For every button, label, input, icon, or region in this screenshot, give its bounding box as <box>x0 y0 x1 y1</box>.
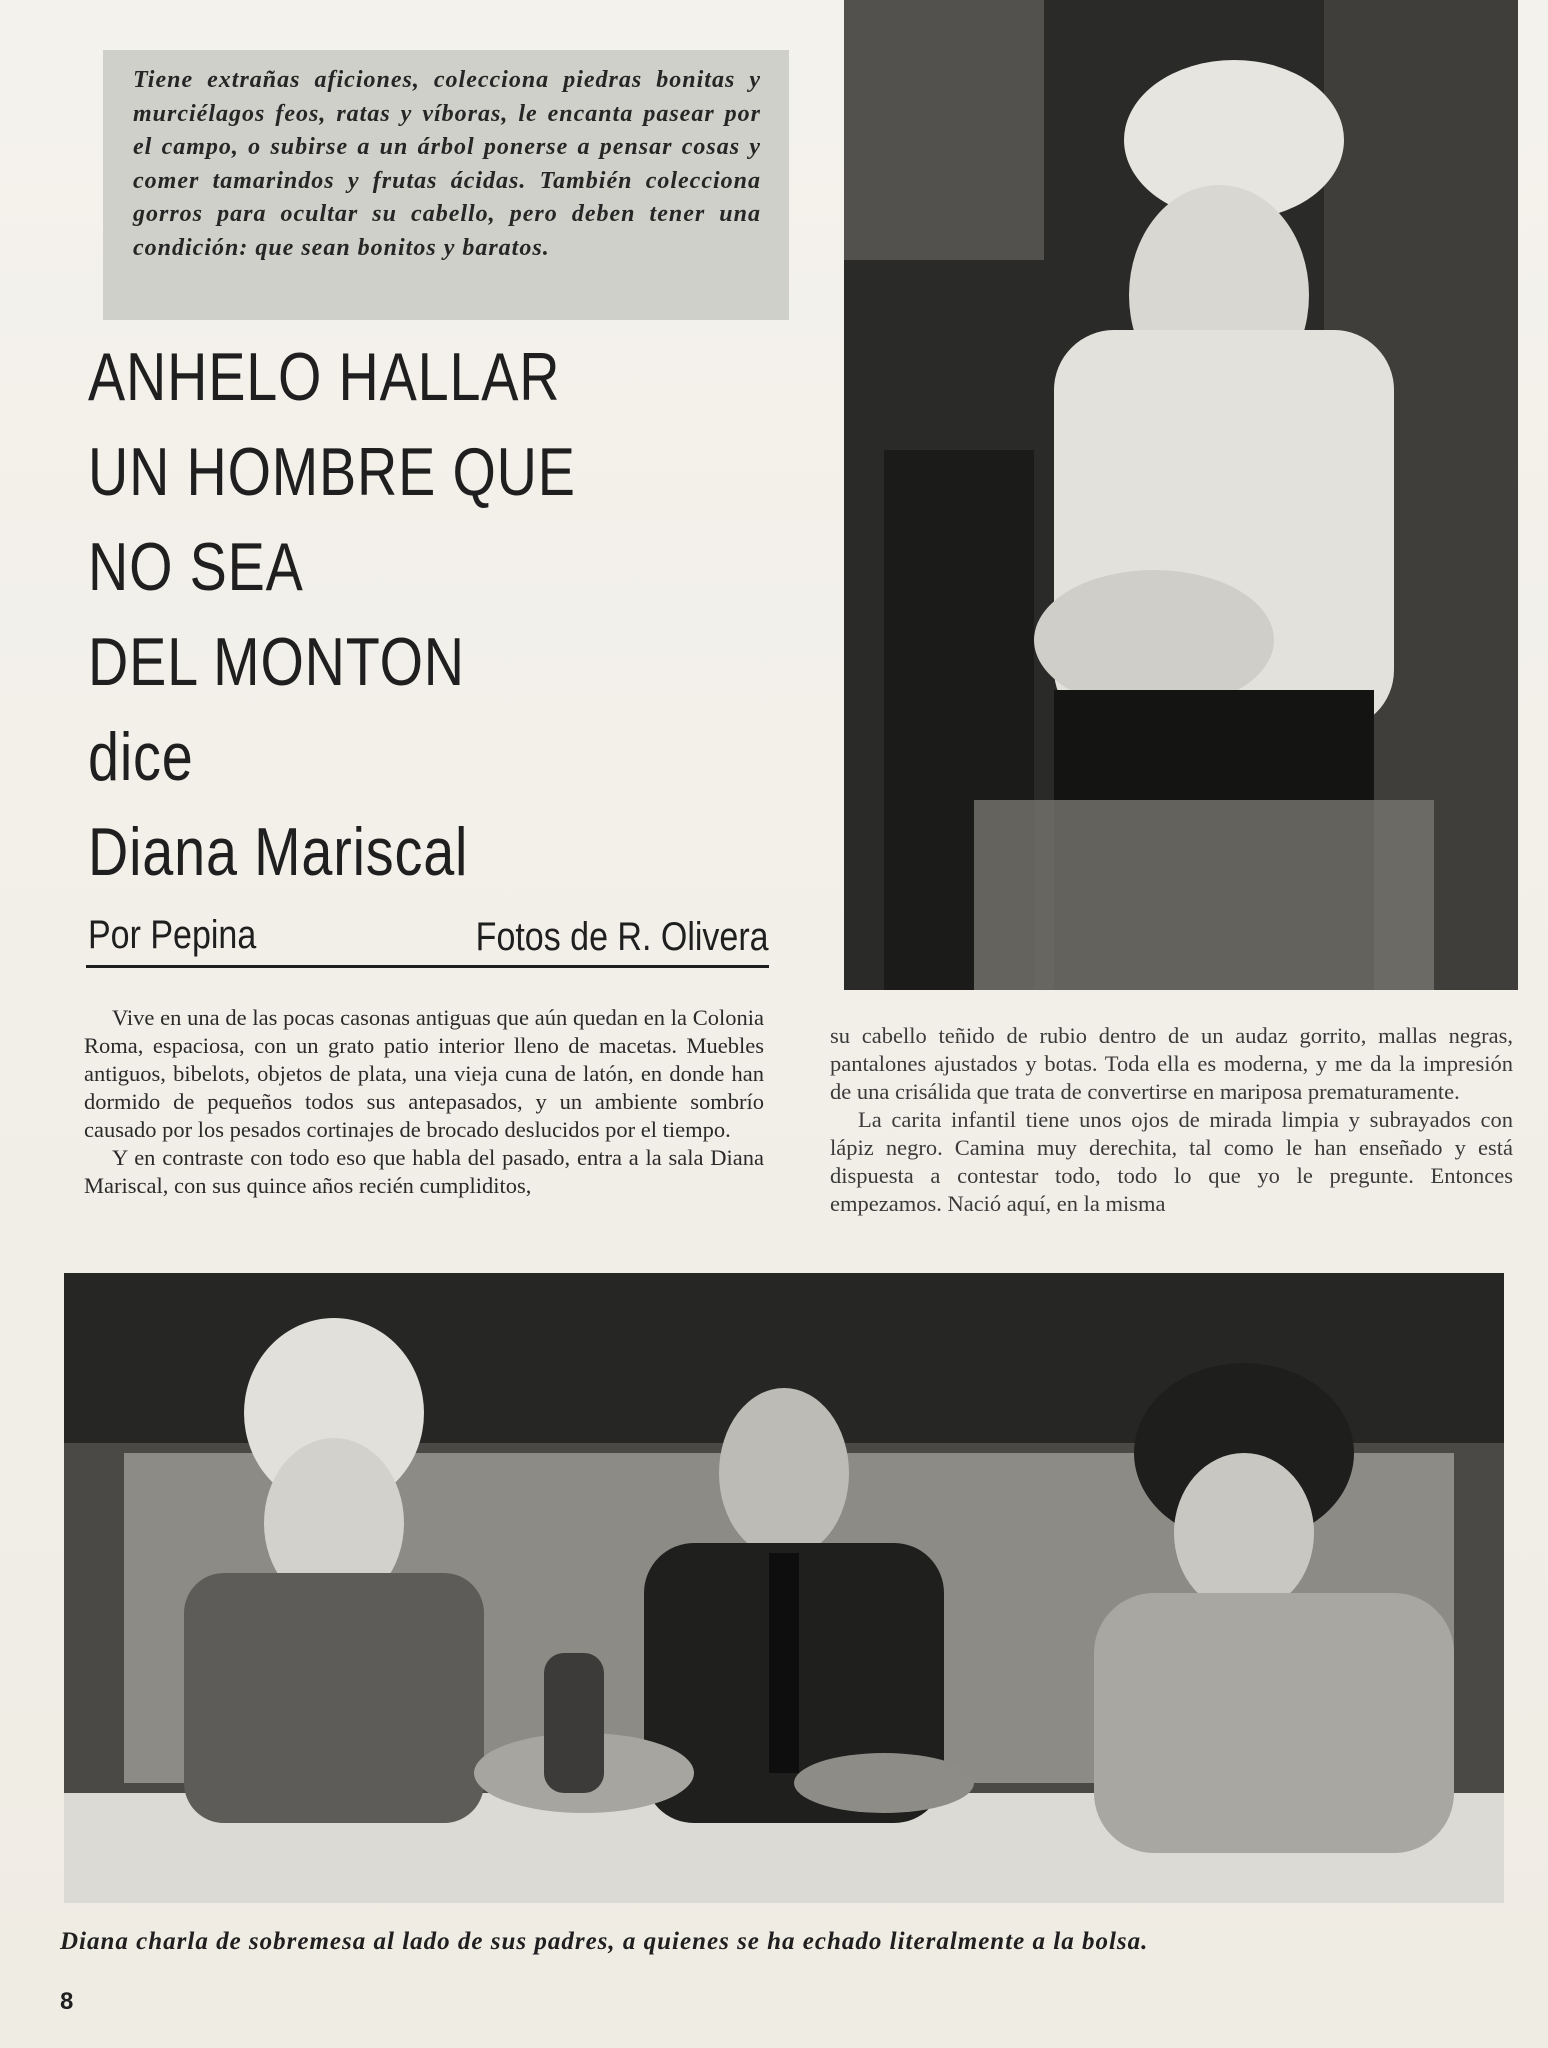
page-number: 8 <box>60 1988 74 2015</box>
headline-line-3: NO SEA <box>88 529 304 605</box>
intro-text: Tiene extrañas aficiones, colecciona piedras bonitas y murciélagos feos, ratas y víboras, le encanta pasear por el campo, o subirse a un árbol ponerse a pensar cosas y comer tamarindos y frutas ácidas. También colecciona gorros para ocultar su cabello, pero deben tener una condición: que sean bonitos y baratos. <box>133 67 761 261</box>
headline-line-4: DEL MONTON <box>88 624 465 700</box>
body-paragraph: su cabello teñido de rubio dentro de un audaz gorrito, mallas negras, pantalones ajustados y botas. Toda ella es moderna, y me da la impresión de una crisálida que trata de convertirse en mariposa prematuramente. <box>830 1023 1513 1104</box>
dinner-photo-illustration <box>64 1273 1504 1903</box>
headline-line-1: ANHELO HALLAR <box>88 339 561 415</box>
body-column-right <box>830 1022 1513 1218</box>
portrait-photo-illustration <box>844 0 1518 990</box>
headline-line-6: Diana Mariscal <box>88 814 469 890</box>
byline-photos: Fotos de R. Olivera <box>476 915 769 959</box>
byline-author: Por Pepina <box>88 913 257 957</box>
body-paragraph: Y en contraste con todo eso que habla del pasado, entra a la sala Diana Mariscal, con sus quince años recién cumpliditos, <box>84 1145 764 1198</box>
intro-box <box>103 50 789 320</box>
body-column-left <box>84 1004 764 1200</box>
byline <box>86 905 769 968</box>
body-paragraph: La carita infantil tiene unos ojos de mirada limpia y subrayados con lápiz negro. Camina muy derechita, tal como le han enseñado y está dispuesta a contestar todo, todo lo que yo le pregunte. Entonces empezamos. Nació aquí, en la misma <box>830 1107 1513 1216</box>
photo-caption: Diana charla de sobremesa al lado de sus padres, a quienes se ha echado literalmente a la bolsa. <box>60 1928 1149 1955</box>
headline-line-5: dice <box>88 719 194 795</box>
portrait-photo <box>844 0 1518 990</box>
headline <box>88 330 788 900</box>
headline-line-2: UN HOMBRE QUE <box>88 434 576 510</box>
dinner-photo <box>64 1273 1504 1903</box>
body-paragraph: Vive en una de las pocas casonas antiguas que aún quedan en la Colonia Roma, espaciosa, con un grato patio interior lleno de macetas. Muebles antiguos, bibelots, objetos de plata, una vieja cuna de latón, en donde han dormido de pequeños todos sus antepasados, y un ambiente sombrío causado por los pesados cortinajes de brocado deslucidos por el tiempo. <box>84 1005 764 1142</box>
